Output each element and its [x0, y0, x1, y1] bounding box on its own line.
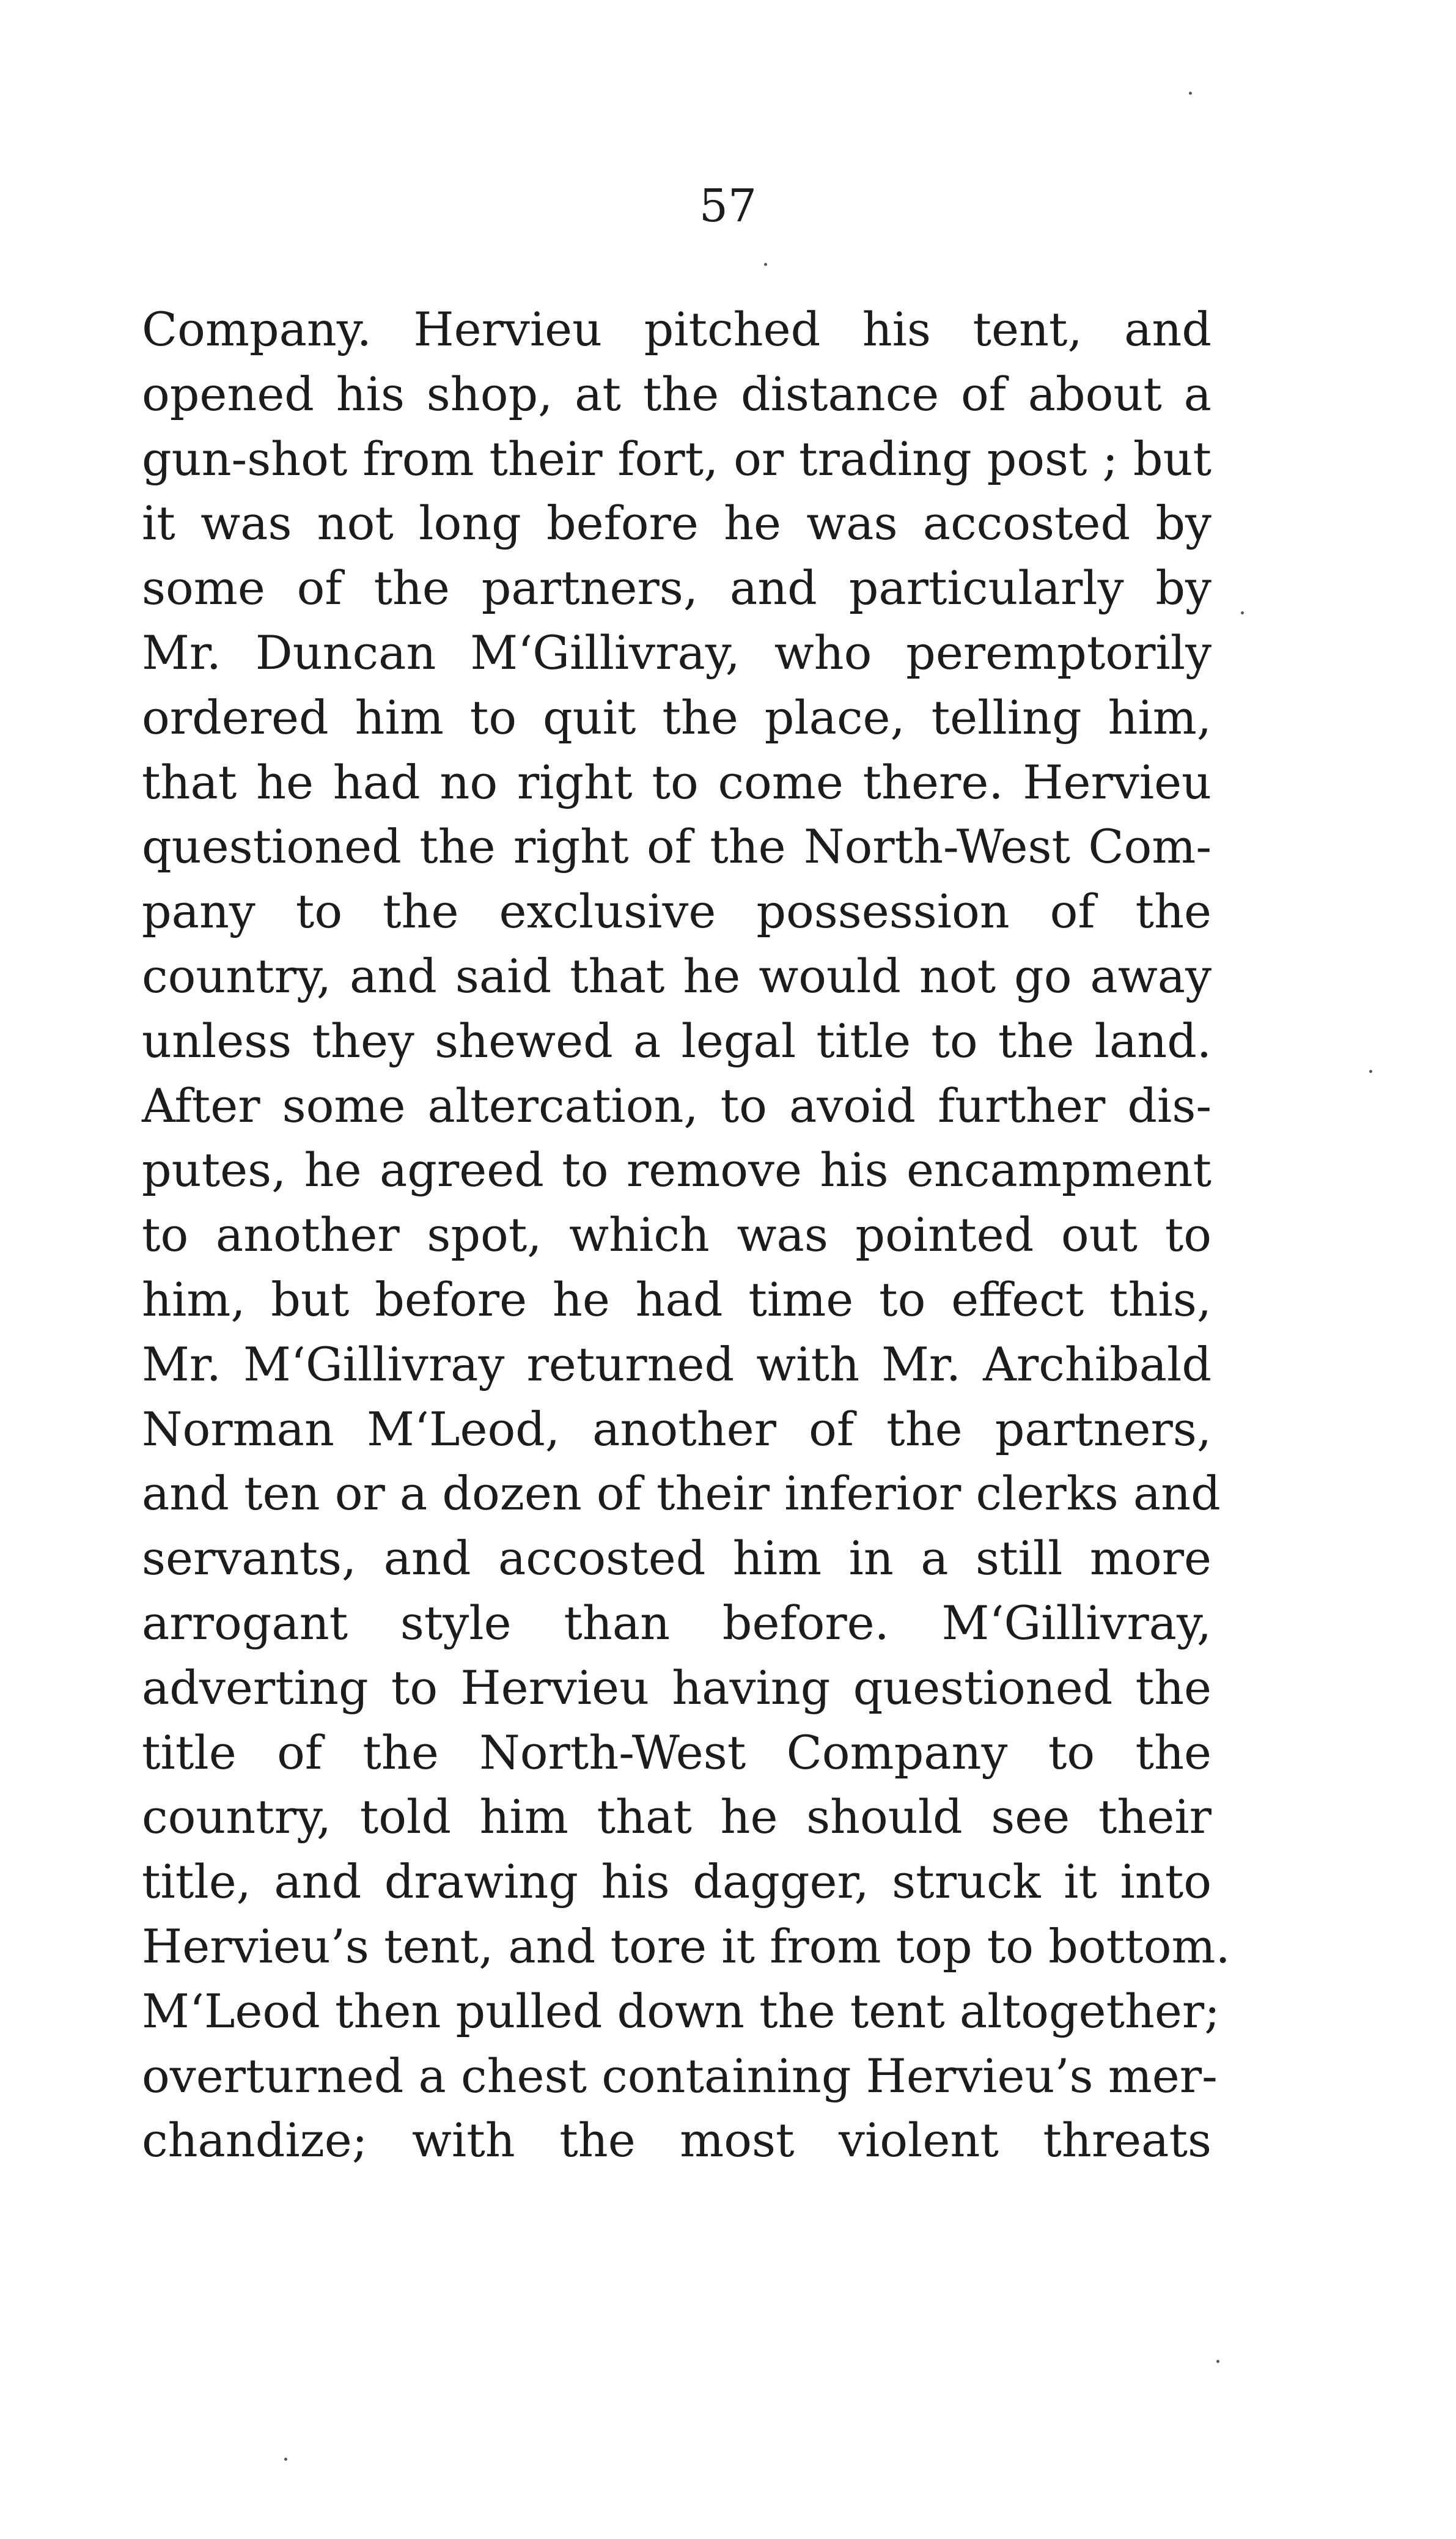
text-line: opened his shop, at the distance of about a [142, 366, 1211, 421]
text-line: gun-shot from their fort, or trading post ; but [142, 431, 1211, 486]
text-line: country, told him that he should see their [142, 1789, 1211, 1844]
scan-speck [1189, 92, 1192, 95]
body-text [142, 297, 1230, 2173]
text-line: and ten or a dozen of their inferior clerks and [142, 1466, 1221, 1521]
scan-speck [1241, 611, 1244, 614]
text-line: After some altercation, to avoid further dis- [142, 1078, 1211, 1133]
text-line: arrogant style than before. M‘Gillivray, [142, 1595, 1211, 1650]
text-line: ordered him to quit the place, telling him, [142, 690, 1211, 745]
scan-speck [1216, 2360, 1219, 2363]
text-line: chandize; with the most violent threats [142, 2113, 1211, 2168]
text-line: M‘Leod then pulled down the tent altogether; [142, 1983, 1220, 2038]
text-line: title of the North-West Company to the [142, 1725, 1211, 1780]
text-line: servants, and accosted him in a still more [142, 1531, 1211, 1586]
page-number: 57 [699, 180, 757, 232]
text-line: to another spot, which was pointed out to [142, 1207, 1211, 1262]
scan-speck [284, 2458, 287, 2461]
text-line: adverting to Hervieu having questioned the [142, 1660, 1211, 1715]
text-line: Hervieu’s tent, and tore it from top to bottom. [142, 1918, 1230, 1973]
text-line: putes, he agreed to remove his encampment [142, 1143, 1211, 1198]
text-line: Mr. M‘Gillivray returned with Mr. Archibald [142, 1336, 1211, 1391]
scan-speck [764, 263, 767, 266]
text-line: him, but before he had time to effect this, [142, 1272, 1211, 1327]
text-line: Company. Hervieu pitched his tent, and [142, 302, 1211, 356]
text-line: title, and drawing his dagger, struck it into [142, 1854, 1211, 1909]
text-line: unless they shewed a legal title to the land. [142, 1013, 1211, 1068]
text-line: that he had no right to come there. Hervieu [142, 754, 1211, 809]
text-line: Norman M‘Leod, another of the partners, [142, 1401, 1211, 1456]
text-line: questioned the right of the North-West Com- [142, 819, 1211, 874]
text-line: some of the partners, and particularly by [142, 561, 1211, 616]
text-line: country, and said that he would not go away [142, 948, 1211, 1003]
text-line: pany to the exclusive possession of the [142, 884, 1211, 939]
text-line: Mr. Duncan M‘Gillivray, who peremptorily [142, 625, 1211, 680]
text-line: overturned a chest containing Hervieu’s mer- [142, 2048, 1218, 2103]
scan-speck [1369, 1070, 1372, 1073]
text-line: it was not long before he was accosted by [142, 496, 1211, 551]
